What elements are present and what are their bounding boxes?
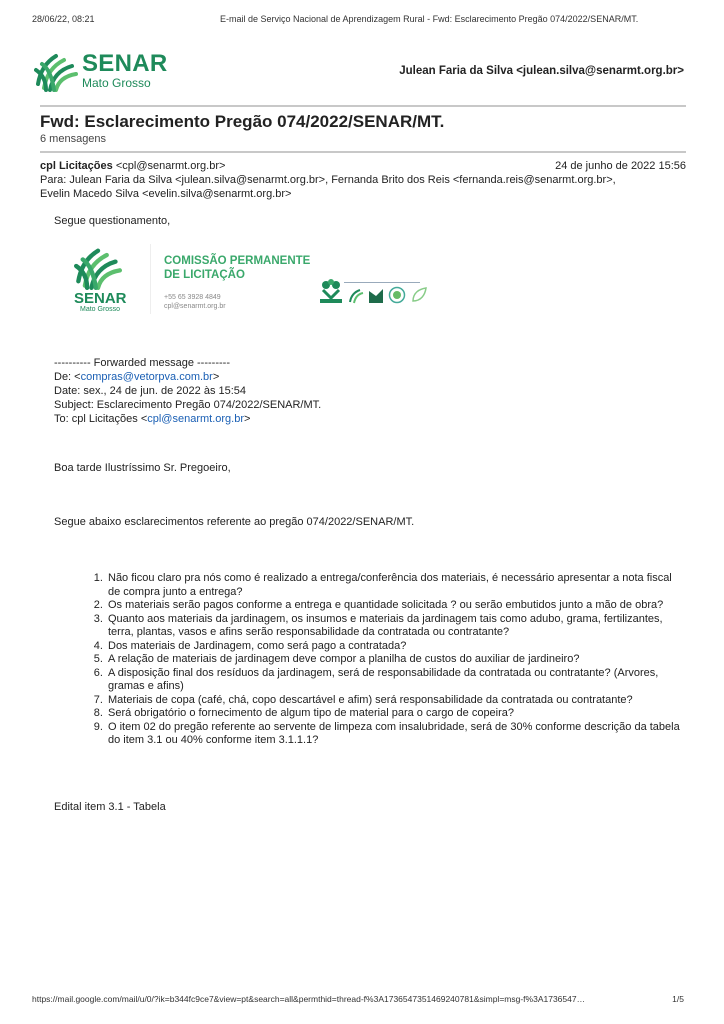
forward-from-label: De: < [54, 371, 81, 383]
divider [40, 105, 686, 107]
forward-to-suffix: > [244, 413, 251, 425]
forward-from-suffix: > [212, 371, 220, 383]
page-number: 1/5 [672, 994, 684, 1004]
partner-logos [318, 278, 428, 304]
message-date: 24 de junho de 2022 15:56 [555, 160, 686, 172]
signature-phone: +55 65 3928 4849 [164, 294, 221, 301]
thread-subject: Fwd: Esclarecimento Pregão 074/2022/SENAR/MT. [40, 112, 445, 131]
senar-partner-icon [348, 288, 364, 304]
signature-title-line-2: DE LICITAÇÃO [164, 269, 245, 281]
signature-title [164, 254, 310, 282]
forward-date: Date: sex., 24 de jun. de 2022 às 15:54 [54, 385, 247, 397]
message-header [40, 159, 686, 201]
forward-subject: Subject: Esclarecimento Pregão 074/2022/SENAR/MT. [54, 399, 322, 411]
question-item: 8. Será obrigatório o fornecimento de algum tipo de material para o cargo de copeira? [106, 707, 686, 721]
senar-leaves-icon [34, 48, 78, 92]
signature-divider [150, 244, 151, 314]
signature-title-line-1: COMISSÃO PERMANENTE [164, 255, 311, 267]
closing-text: Edital item 3.1 - Tabela [54, 801, 166, 813]
print-datetime: 28/06/22, 08:21 [32, 14, 95, 24]
account-identity: Julean Faria da Silva <julean.silva@senarmt.org.br> [399, 65, 684, 77]
forward-to-email-link[interactable]: cpl@senarmt.org.br [147, 413, 245, 425]
question-item: 6. A disposição final dos resíduos da jardinagem, será de responsabilidade da contratada ou contratante? (Arvores, gramas e afins) [106, 667, 686, 694]
recipients-line-2: Evelin Macedo Silva <evelin.silva@senarmt.org.br> [40, 188, 292, 200]
lead-text: Segue abaixo esclarecimentos referente ao pregão 074/2022/SENAR/MT. [54, 516, 415, 528]
question-item: 4. Dos materiais de Jardinagem, como será pago a contratada? [106, 640, 686, 654]
signature-brand-name: SENAR [74, 290, 127, 307]
email-signature [72, 240, 432, 318]
sender-name: cpl Licitações [40, 160, 113, 172]
greeting: Boa tarde Ilustríssimo Sr. Pregoeiro, [54, 462, 231, 474]
print-title: E-mail de Serviço Nacional de Aprendizagem Rural - Fwd: Esclarecimento Pregão 074/2022/SENAR/MT. [220, 14, 639, 24]
recipients-line-1: Para: Julean Faria da Silva <julean.silva@senarmt.org.br>, Fernanda Brito dos Reis <fernanda.reis@senarmt.org.br>, [40, 174, 616, 186]
question-item: 7. Materiais de copa (café, chá, copo descartável e afim) será responsabilidade da contratada ou contratante? [106, 694, 686, 708]
message-count: 6 mensagens [40, 133, 107, 145]
forward-to [54, 412, 686, 426]
question-item: 1. Não ficou claro pra nós como é realizado a entrega/conferência dos materiais, é necessário apresentar a nota fiscal de compra junto a entrega? [106, 572, 686, 599]
leaf-logo-icon [410, 286, 428, 304]
imea-logo-icon [368, 288, 384, 304]
question-item: 2. Os materiais serão pagos conforme a entrega e quantidade solicitada ? ou serão embutidos junto a mão de obra? [106, 599, 686, 613]
forward-from [54, 370, 686, 384]
question-item: 5. A relação de materiais de jardinagem deve compor a planilha de custos do auxiliar de jardineiro? [106, 653, 686, 667]
forward-from-email-link[interactable]: compras@vetorpva.com.br [80, 371, 213, 383]
senar-logo [34, 48, 168, 92]
forward-separator: ---------- Forwarded message --------- [54, 357, 230, 369]
seal-logo-icon [388, 286, 406, 304]
page-url: https://mail.google.com/mail/u/0/?ik=b344fc9ce7&view=pt&search=all&permthid=thread-f%3A1736547351469240781&simpl=msg-f%3A1736547… [32, 994, 586, 1004]
forward-to-label: To: cpl Licitações < [54, 413, 148, 425]
brand-subtitle: Mato Grosso [82, 75, 151, 90]
senar-leaves-icon [74, 242, 122, 290]
question-item: 3. Quanto aos materiais da jardinagem, os insumos e materiais da jardinagem tais como adubo, grama, fertilizantes, terra, plantas, vasos e afins serão responsabilidade da contratada ou contratante? [106, 613, 686, 640]
forwarded-block [54, 356, 686, 426]
signature-email: cpl@senarmt.org.br [164, 303, 226, 310]
famato-logo-icon [318, 278, 344, 304]
signature-contact [164, 293, 226, 311]
question-item: 9. O item 02 do pregão referente ao servente de limpeza com insalubridade, será de 30% conforme descrição da tabela do item 3.1 ou 40% conforme item 3.1.1.1? [106, 721, 686, 748]
intro-text: Segue questionamento, [54, 215, 171, 227]
signature-brand-subtitle: Mato Grosso [80, 306, 121, 313]
sender-email: <cpl@senarmt.org.br> [115, 160, 226, 172]
questions-list [88, 572, 686, 748]
divider [40, 151, 686, 153]
brand-name: SENAR [82, 49, 168, 77]
